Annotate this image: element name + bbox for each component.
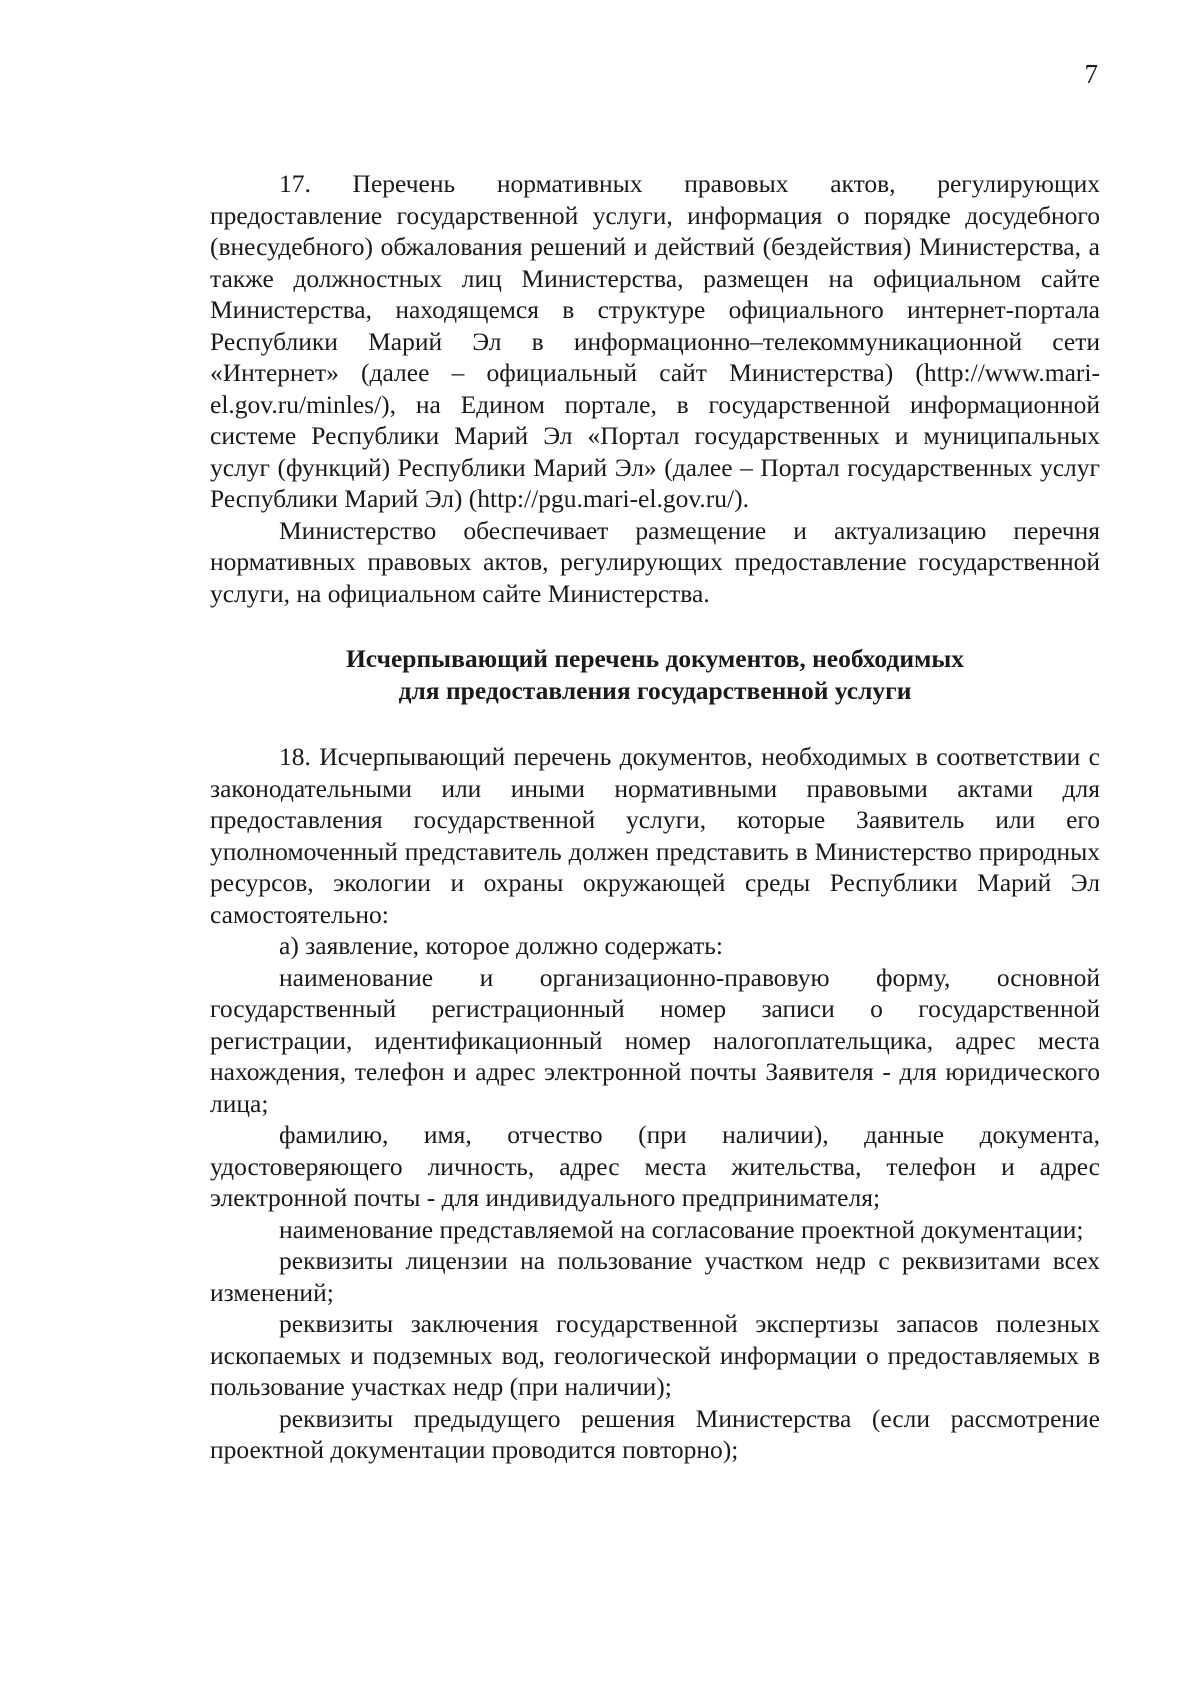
paragraph-18: 18. Исчерпывающий перечень документов, необходимых в соответствии с законодательными или иными нормативными правовыми актами для предоставления государственной услуги, которые Заявитель или его уполномоченный представитель должен представить в Министерство природных ресурсов, экологии и охраны окружающей среды Республики Марий Эл самостоятельно: [210, 742, 1100, 929]
page-number: 7 [1084, 59, 1098, 89]
list-item-legal-entity-details: наименование и организационно-правовую форму, основной государственный регистрационный номер записи о государственной регистрации, идентификационный номер налогоплательщика, адрес места нахождения, телефон и адрес электронной почты Заявителя - для юридического лица; [210, 962, 1100, 1118]
list-item-previous-decision: реквизиты предыдущего решения Министерства (если рассмотрение проектной документации проводится повторно); [210, 1403, 1100, 1464]
list-item-license-details: реквизиты лицензии на пользование участком недр с реквизитами всех изменений; [210, 1246, 1100, 1307]
paragraph-ministry-duty: Министерство обеспечивает размещение и актуализацию перечня нормативных правовых актов, регулирующих предоставление государственной услуги, на официальном сайте Министерства. [210, 515, 1100, 608]
list-item-documentation-name: наименование представляемой на согласование проектной документации; [279, 1214, 1084, 1244]
list-item-entrepreneur-details: фамилию, имя, отчество (при наличии), данные документа, удостоверяющего личность, адрес места жительства, телефон и адрес электронной почты - для индивидуального предпринимателя; [210, 1120, 1100, 1212]
section-heading-line-1: Исчерпывающий перечень документов, необходимых [345, 644, 965, 673]
list-item-expertise-details: реквизиты заключения государственной экспертизы запасов полезных ископаемых и подземных вод, геологической информации о предоставляемых в пользование участках недр (при наличии); [210, 1309, 1100, 1401]
section-heading-line-2: для предоставления государственной услуги [398, 675, 912, 705]
list-item-application: а) заявление, которое должно содержать: [279, 931, 723, 960]
document-body [210, 168, 1100, 1466]
paragraph-17: 17. Перечень нормативных правовых актов, регулирующих предоставление государственной услуги, информация о порядке досудебного (внесудебного) обжалования решений и действий (бездействия) Министерства, а также должностных лиц Министерства, размещен на официальном сайте Министерства, находящемся в структуре официального интернет-портала Республики Марий Эл в информационно–телекоммуникационной сети «Интернет» (далее – официальный сайт Министерства) (http://www.mari-el.gov.ru/minles/), на Едином портале, в государственной информационной системе Республики Марий Эл «Портал государственных и муниципальных услуг (функций) Республики Марий Эл» (далее – Портал государственных услуг Республики Марий Эл) (http://pgu.mari-el.gov.ru/). [210, 169, 1100, 513]
section-heading [210, 643, 1100, 706]
